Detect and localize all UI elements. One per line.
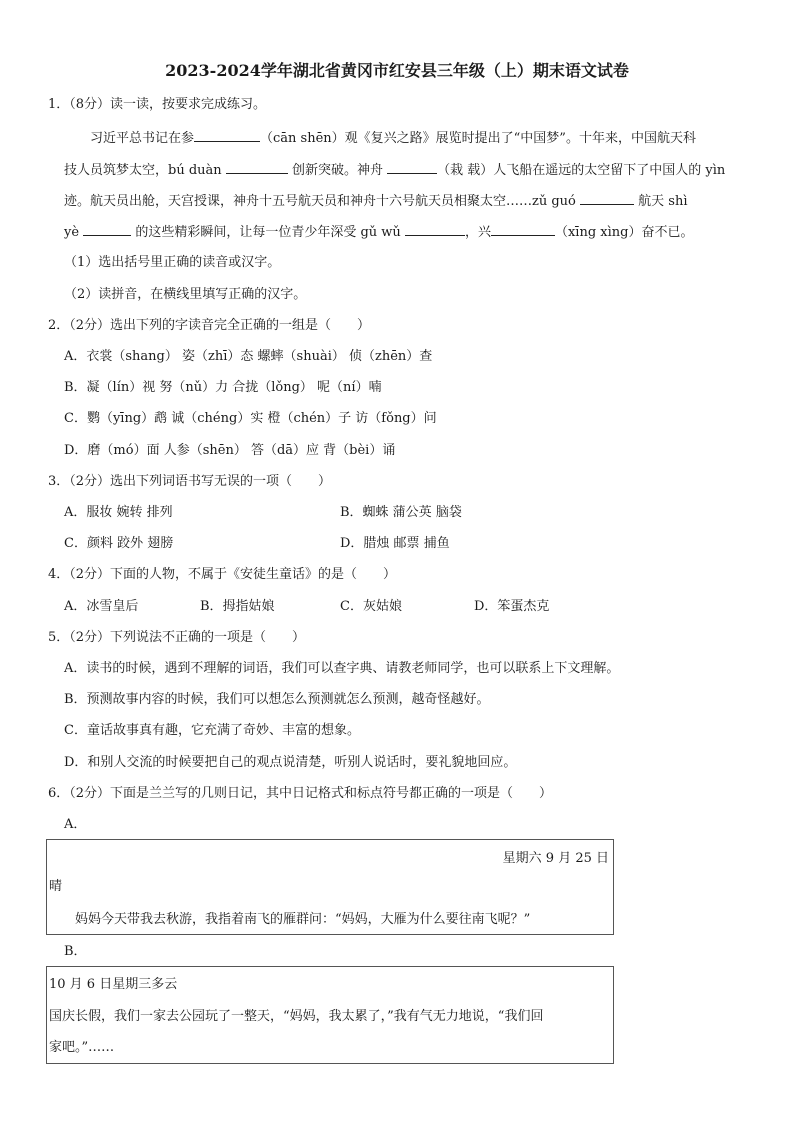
q2-option-c[interactable]: C．鹦（yīng）鹉 诚（chéng）实 橙（chén）子 访（fǒng）问 [64,411,437,426]
q1-line-3 [64,192,688,211]
diary-b-text-1: 国庆长假，我们一家去公园玩了一整天，“妈妈，我太累了，”我有气无力地说，“我们回 [49,1009,544,1024]
q5-option-a[interactable]: A．读书的时候，遇到不理解的词语，我们可以查字典、请教老师同学，也可以联系上下文理解。 [64,661,620,676]
q6-option-b-label[interactable]: B． [64,944,87,959]
diary-a-text: 妈妈今天带我去秋游，我指着南飞的雁群问：“妈妈，大雁为什么要往南飞呢？” [75,912,531,927]
q3-option-a[interactable]: A．服妆 婉转 排列 [64,505,173,520]
q5-option-d[interactable]: D．和别人交流的时候要把自己的观点说清楚，听别人说话时，要礼貌地回应。 [64,755,517,770]
diary-a-weather: 晴 [49,879,63,894]
q5-option-b[interactable]: B．预测故事内容的时候，我们可以想怎么预测就怎么预测，越奇怪越好。 [64,692,490,707]
answer-blank[interactable] [580,192,634,205]
answer-blank[interactable] [405,223,465,236]
answer-blank[interactable] [83,223,131,236]
q2-option-d[interactable]: D．磨（mó）面 人参（shēn） 答（dā）应 背（bèi）诵 [64,443,396,458]
q4-option-a[interactable]: A．冰雪皇后 [64,599,139,614]
q1-text: 习近平总书记在参 [90,131,195,146]
q2-header: 2．（2分）选出下列的字读音完全正确的一组是（ ） [48,318,371,333]
page-title: 2023-2024学年湖北省黄冈市红安县三年级（上）期末语文试卷 [165,61,629,80]
q1-text: 创新突破。神舟 [291,163,383,178]
answer-blank[interactable] [194,129,260,142]
answer-blank[interactable] [491,223,555,236]
diary-a-date: 星期六 9 月 25 日 [502,851,609,866]
diary-b-text-2: 家吧。”…… [49,1040,115,1055]
q1-line-4 [64,223,693,242]
q1-text: 航天 shì [638,194,688,209]
q1-sub-1: （1）选出括号里正确的读音或汉字。 [64,255,281,270]
q2-option-a[interactable]: A．衣裳（shang） 姿（zhī）态 螺蟀（shuài） 侦（zhēn）查 [64,349,433,364]
diary-box-b [46,966,614,1064]
q1-text: 迹。航天员出舱，天宫授课，神舟十五号航天员和神舟十六号航天员相聚太空……zǔ guó [64,194,576,209]
q3-option-d[interactable]: D．腊烛 邮票 捕鱼 [340,536,450,551]
q1-text: （栽 载）人飞船在遥远的太空留下了中国人的 yìn [437,163,726,178]
q3-option-c[interactable]: C．颜料 跤外 翅膀 [64,536,174,551]
q6-option-a-label[interactable]: A． [64,817,87,832]
q1-text: 技人员筑梦太空，bú duàn [64,163,222,178]
q4-header: 4．（2分）下面的人物，不属于《安徒生童话》的是（ ） [48,567,397,582]
q1-text: （xīng xìng）奋不已。 [554,225,694,240]
q1-text: 的这些精彩瞬间，让每一位青少年深受 gǔ wǔ [135,225,401,240]
q1-text: yè [64,225,80,240]
q6-header: 6．（2分）下面是兰兰写的几则日记，其中日记格式和标点符号都正确的一项是（ ） [48,786,553,801]
q1-line-1 [90,129,696,148]
q4-option-c[interactable]: C．灰姑娘 [340,599,402,614]
answer-blank[interactable] [226,161,288,174]
q5-option-c[interactable]: C．童话故事真有趣，它充满了奇妙、丰富的想象。 [64,723,360,738]
q1-sub-2: （2）读拼音，在横线里填写正确的汉字。 [64,287,307,302]
q4-option-b[interactable]: B．拇指姑娘 [200,599,275,614]
q1-header: 1．（8分）读一读，按要求完成练习。 [48,97,267,112]
q1-text: （cān shēn）观《复兴之路》展览时提出了“中国梦”。十年来，中国航天科 [260,131,696,146]
q4-option-d[interactable]: D．笨蛋杰克 [474,599,550,614]
q1-line-2 [64,161,725,180]
q2-option-b[interactable]: B．凝（lín）视 努（nǔ）力 合拢（lǒng） 呢（ní）喃 [64,380,382,395]
q1-text: ，兴 [464,225,491,240]
q5-header: 5．（2分）下列说法不正确的一项是（ ） [48,630,306,645]
q3-header: 3．（2分）选出下列词语书写无误的一项（ ） [48,474,332,489]
diary-box-a [46,839,614,935]
diary-b-date: 10 月 6 日星期三多云 [49,977,178,992]
answer-blank[interactable] [387,161,437,174]
q3-option-b[interactable]: B．蜘蛛 蒲公英 脑袋 [340,505,462,520]
